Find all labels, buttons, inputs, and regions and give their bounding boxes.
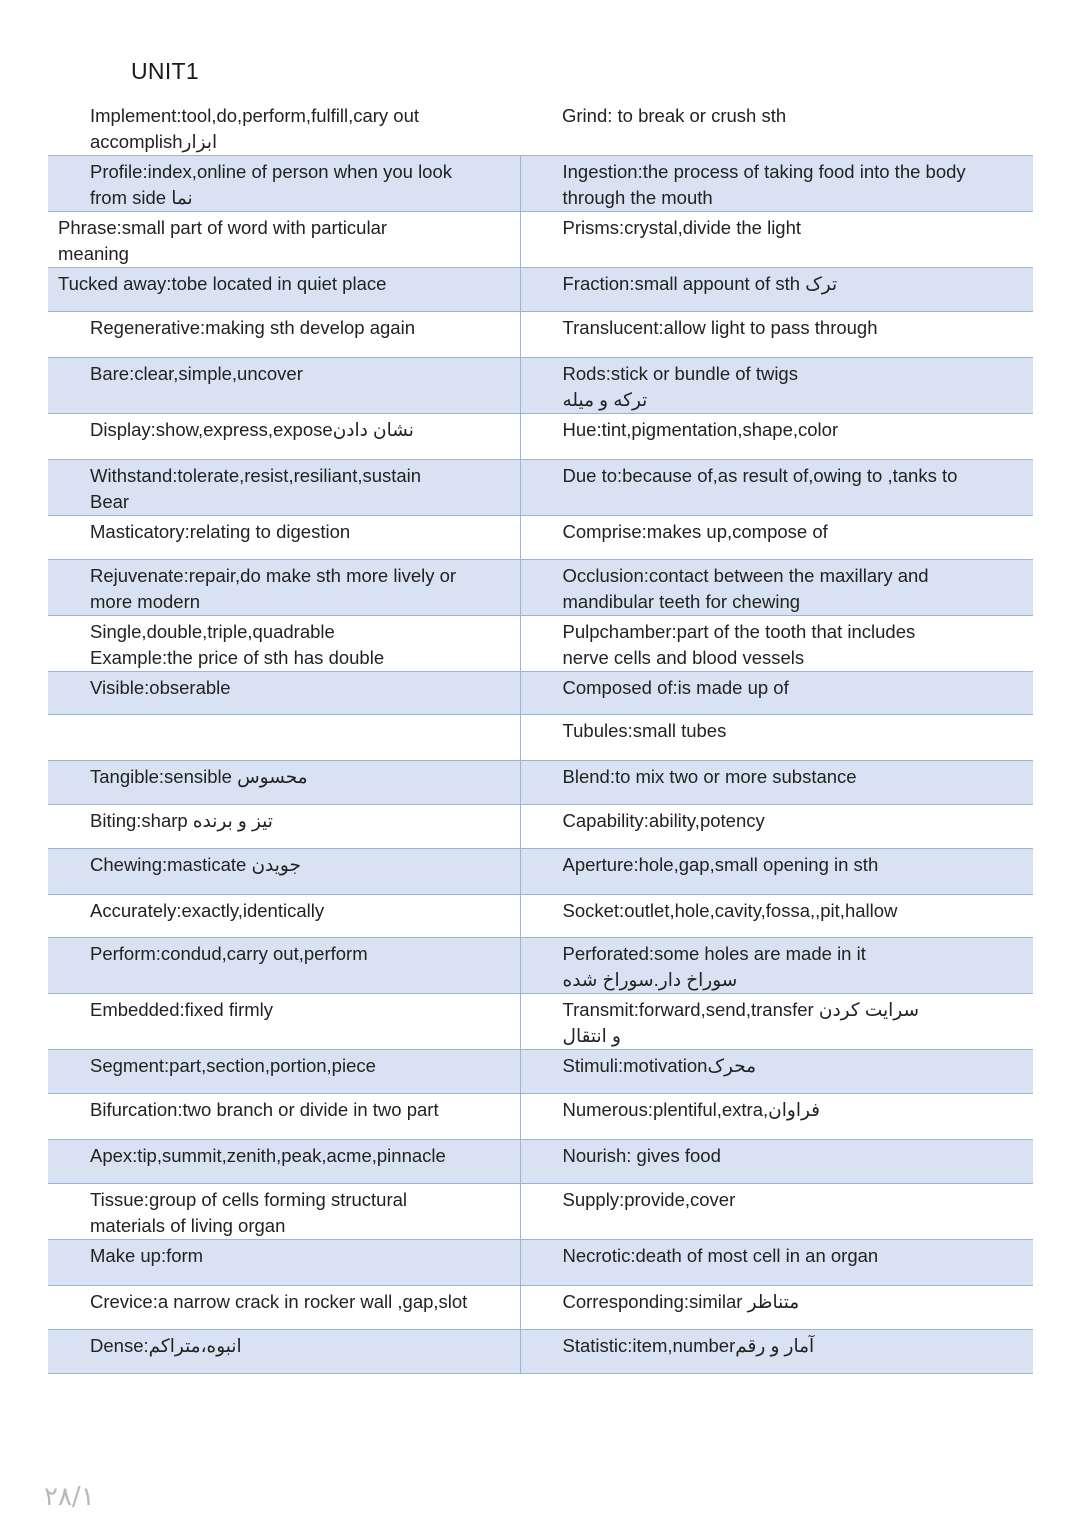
term-cell-right: Numerous:plentiful,extra,فراوان <box>520 1094 1033 1140</box>
term-cell-left: Crevice:a narrow crack in rocker wall ,gap,slot <box>48 1286 520 1330</box>
term-cell-right: Corresponding:similar متناظر <box>520 1286 1033 1330</box>
table-row <box>48 212 1033 268</box>
term-cell-right: Translucent:allow light to pass through <box>520 312 1033 358</box>
table-row <box>48 672 1033 715</box>
term-cell-right: Tubules:small tubes <box>520 715 1033 761</box>
term-cell-right: Occlusion:contact between the maxillary and mandibular teeth for chewing <box>520 560 1033 616</box>
term-cell-left: Bifurcation:two branch or divide in two part <box>48 1094 520 1140</box>
term-cell-left: Display:show,express,exposeنشان دادن <box>48 414 520 460</box>
term-cell-left: Tissue:group of cells forming structural materials of living organ <box>48 1184 520 1240</box>
term-cell-right: Grind: to break or crush sth <box>520 100 1033 156</box>
term-cell-right: Comprise:makes up,compose of <box>520 516 1033 560</box>
term-cell-left: Regenerative:making sth develop again <box>48 312 520 358</box>
term-cell-right: Blend:to mix two or more substance <box>520 761 1033 805</box>
term-cell-left: Single,double,triple,quadrable Example:the price of sth has double <box>48 616 520 672</box>
term-cell-right: Composed of:is made up of <box>520 672 1033 715</box>
term-cell-right: Due to:because of,as result of,owing to ,tanks to <box>520 460 1033 516</box>
term-cell-left: Chewing:masticate جویدن <box>48 849 520 895</box>
page-title: UNIT1 <box>131 58 199 84</box>
term-cell-right: Pulpchamber:part of the tooth that includes nerve cells and blood vessels <box>520 616 1033 672</box>
term-cell-left: Biting:sharp تیز و برنده <box>48 805 520 849</box>
term-cell-right: Transmit:forward,send,transfer سرایت کردن و انتقال <box>520 994 1033 1050</box>
table-row <box>48 460 1033 516</box>
table-row <box>48 994 1033 1050</box>
term-cell-left: Accurately:exactly,identically <box>48 895 520 938</box>
term-cell-left: Apex:tip,summit,zenith,peak,acme,pinnacle <box>48 1140 520 1184</box>
term-cell-left: Dense:انبوه،متراکم <box>48 1330 520 1374</box>
table-row <box>48 1094 1033 1140</box>
term-cell-right: Capability:ability,potency <box>520 805 1033 849</box>
vocabulary-table <box>48 100 1033 1374</box>
term-cell-left: Phrase:small part of word with particular meaning <box>48 212 520 268</box>
term-cell-left: Segment:part,section,portion,piece <box>48 1050 520 1094</box>
table-row <box>48 805 1033 849</box>
term-cell-right: Stimuli:motivationمحرک <box>520 1050 1033 1094</box>
term-cell-right: Nourish: gives food <box>520 1140 1033 1184</box>
table-row <box>48 312 1033 358</box>
page-number: ۲۸/۱ <box>44 1482 95 1512</box>
table-row <box>48 358 1033 414</box>
term-cell-left: Perform:condud,carry out,perform <box>48 938 520 994</box>
vocabulary-table-body <box>48 100 1033 1374</box>
term-cell-right: Hue:tint,pigmentation,shape,color <box>520 414 1033 460</box>
table-row <box>48 516 1033 560</box>
table-row <box>48 761 1033 805</box>
table-row <box>48 414 1033 460</box>
term-cell-left: Tangible:sensible محسوس <box>48 761 520 805</box>
term-cell-right: Supply:provide,cover <box>520 1184 1033 1240</box>
term-cell-left: Implement:tool,do,perform,fulfill,cary out accomplishابزار <box>48 100 520 156</box>
table-row <box>48 1240 1033 1286</box>
table-row <box>48 849 1033 895</box>
table-row <box>48 1140 1033 1184</box>
table-row <box>48 268 1033 312</box>
table-row <box>48 616 1033 672</box>
term-cell-right: Ingestion:the process of taking food into the body through the mouth <box>520 156 1033 212</box>
term-cell-right: Statistic:item,numberآمار و رقم <box>520 1330 1033 1374</box>
table-row <box>48 938 1033 994</box>
table-row <box>48 895 1033 938</box>
term-cell-right: Perforated:some holes are made in it سوراخ دار.سوراخ شده <box>520 938 1033 994</box>
term-cell-right: Necrotic:death of most cell in an organ <box>520 1240 1033 1286</box>
table-row <box>48 100 1033 156</box>
term-cell-left: Visible:obserable <box>48 672 520 715</box>
term-cell-left: Tucked away:tobe located in quiet place <box>48 268 520 312</box>
term-cell-right: Fraction:small appount of sth ترک <box>520 268 1033 312</box>
term-cell-right: Rods:stick or bundle of twigs ترکه و میله <box>520 358 1033 414</box>
term-cell-left: Masticatory:relating to digestion <box>48 516 520 560</box>
table-row <box>48 156 1033 212</box>
table-row <box>48 560 1033 616</box>
table-row <box>48 1184 1033 1240</box>
table-row <box>48 1330 1033 1374</box>
term-cell-left <box>48 715 520 761</box>
term-cell-left: Embedded:fixed firmly <box>48 994 520 1050</box>
table-row <box>48 1050 1033 1094</box>
term-cell-left: Withstand:tolerate,resist,resiliant,sustain Bear <box>48 460 520 516</box>
term-cell-right: Aperture:hole,gap,small opening in sth <box>520 849 1033 895</box>
term-cell-left: Bare:clear,simple,uncover <box>48 358 520 414</box>
table-row <box>48 1286 1033 1330</box>
term-cell-left: Make up:form <box>48 1240 520 1286</box>
term-cell-right: Socket:outlet,hole,cavity,fossa,,pit,hallow <box>520 895 1033 938</box>
term-cell-left: Profile:index,online of person when you look from side نما <box>48 156 520 212</box>
term-cell-right: Prisms:crystal,divide the light <box>520 212 1033 268</box>
term-cell-left: Rejuvenate:repair,do make sth more lively or more modern <box>48 560 520 616</box>
table-row <box>48 715 1033 761</box>
